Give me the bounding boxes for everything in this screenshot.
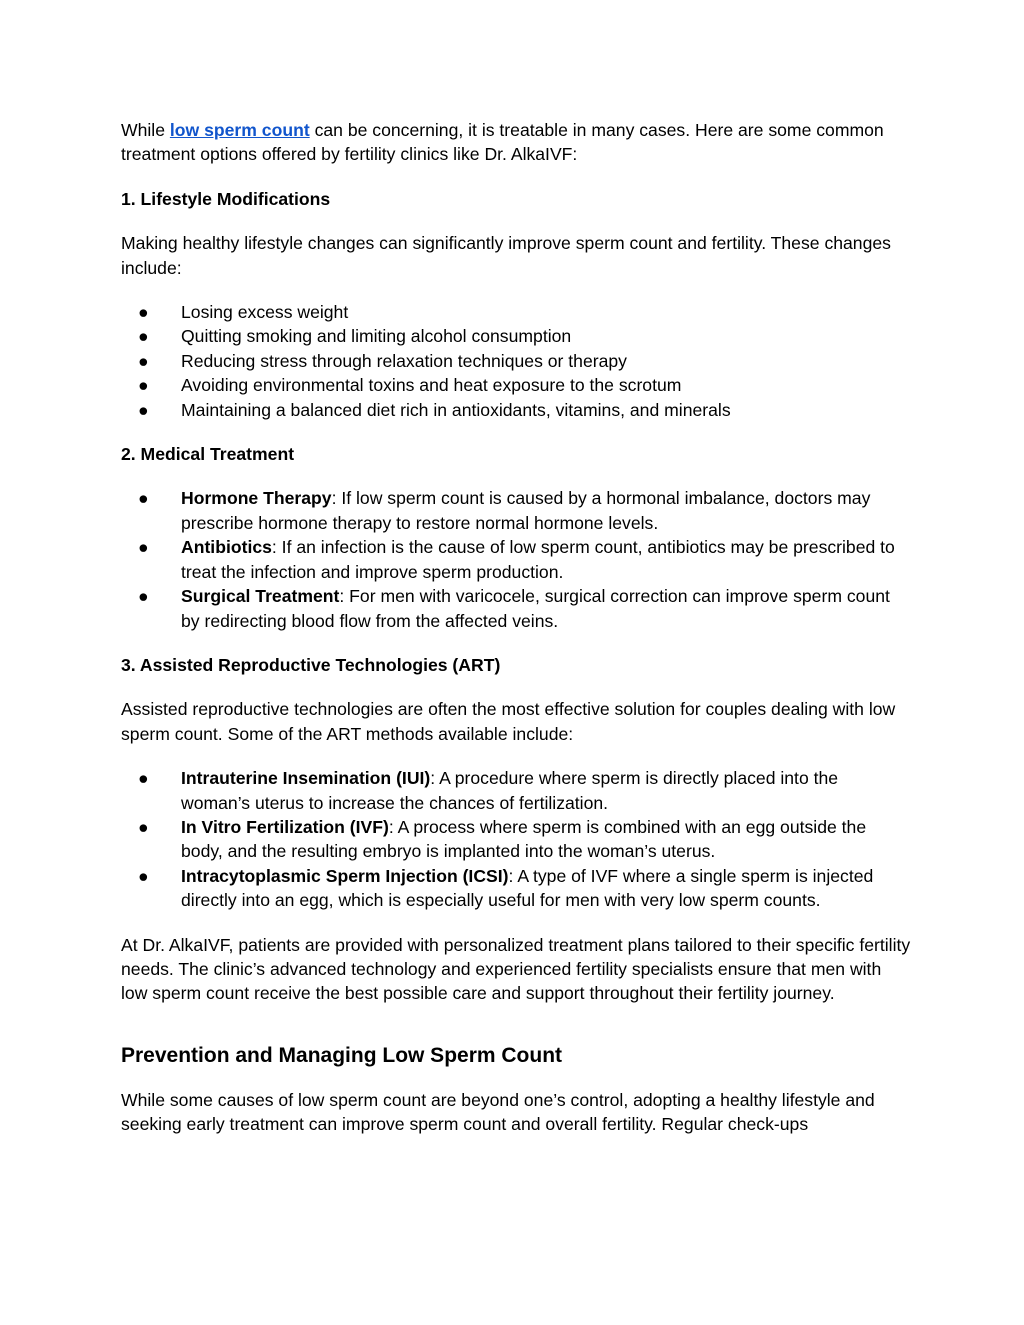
item-term: Antibiotics <box>181 537 272 558</box>
item-term: Intracytoplasmic Sperm Injection (ICSI) <box>181 865 509 886</box>
bullet-icon: ● <box>138 816 149 837</box>
list-item: ● In Vitro Fertilization (IVF): A process where sperm is combined with an egg outside the body, and the resulting embryo is implanted into the woman’s uterus. <box>138 816 867 862</box>
bullet-icon: ● <box>138 537 149 558</box>
art-paragraph: Assisted reproductive technologies are often the most effective solution for couples dealing with low sperm count. Some of the ART methods available include: <box>121 699 896 744</box>
bullet-icon: ● <box>138 488 149 509</box>
intro-prefix: While <box>121 120 170 140</box>
lifestyle-paragraph: Making healthy lifestyle changes can significantly improve sperm count and fertility. These changes include: <box>121 233 891 278</box>
section-heading-medical: 2. Medical Treatment <box>121 444 295 465</box>
list-item: ● Intracytoplasmic Sperm Injection (ICSI): A type of IVF where a single sperm is injected directly into an egg, which is especially useful for men with very low sperm counts. <box>138 865 874 911</box>
list-item: ● Maintaining a balanced diet rich in antioxidants, vitamins, and minerals <box>121 398 911 422</box>
item-term: Intrauterine Insemination (IUI) <box>181 768 431 789</box>
document-page <box>121 118 911 1157</box>
list-item: ● Losing excess weight <box>121 300 911 324</box>
list-item: ● Surgical Treatment: For men with varicocele, surgical correction can improve sperm count by redirecting blood flow from the affected veins. <box>138 586 890 631</box>
section-heading-lifestyle: 1. Lifestyle Modifications <box>121 188 331 209</box>
lifestyle-list <box>121 300 911 422</box>
art-list <box>121 766 911 912</box>
medical-list <box>121 486 911 632</box>
bullet-icon: ● <box>138 399 149 420</box>
bullet-icon: ● <box>138 768 149 789</box>
bullet-icon: ● <box>138 586 149 607</box>
item-term: In Vitro Fertilization (IVF) <box>181 816 389 837</box>
low-sperm-count-link[interactable]: low sperm count <box>169 120 310 140</box>
item-term: Hormone Therapy <box>181 488 332 509</box>
bullet-icon: ● <box>138 302 149 323</box>
list-item: ● Antibiotics: If an infection is the cause of low sperm count, antibiotics may be prescribed to treat the infection and improve sperm production. <box>138 537 895 582</box>
intro-suffix: can be concerning, it is treatable in many cases. Here are some common treatment options offered by fertility clinics like Dr. AlkaIVF: <box>121 120 884 165</box>
prevention-paragraph: While some causes of low sperm count are beyond one’s control, adopting a healthy lifestyle and seeking early treatment can improve sperm count and overall fertility. Regular check-ups <box>121 1089 875 1135</box>
intro-paragraph <box>121 118 911 167</box>
item-term: Surgical Treatment <box>181 586 340 607</box>
prevention-heading: Prevention and Managing Low Sperm Count <box>121 1043 563 1067</box>
list-item: ● Hormone Therapy: If low sperm count is caused by a hormonal imbalance, doctors may prescribe hormone therapy to restore normal hormone levels. <box>138 488 871 533</box>
bullet-icon: ● <box>138 865 149 886</box>
list-item: ● Quitting smoking and limiting alcohol consumption <box>121 324 911 348</box>
bullet-icon: ● <box>138 350 149 371</box>
bullet-icon: ● <box>138 375 149 396</box>
list-item: ● Intrauterine Insemination (IUI): A procedure where sperm is directly placed into the woman’s uterus to increase the chances of fertilization. <box>138 768 839 813</box>
closing-paragraph: At Dr. AlkaIVF, patients are provided with personalized treatment plans tailored to their specific fertility needs. The clinic’s advanced technology and experienced fertility specialists ensure that men with low sperm count receive the best possible care and support throughout their fertility journey. <box>121 934 911 1004</box>
section-heading-art: 3. Assisted Reproductive Technologies (ART) <box>121 654 501 675</box>
bullet-icon: ● <box>138 326 149 347</box>
list-item: ● Reducing stress through relaxation techniques or therapy <box>121 349 911 373</box>
list-item: ● Avoiding environmental toxins and heat exposure to the scrotum <box>121 373 911 397</box>
